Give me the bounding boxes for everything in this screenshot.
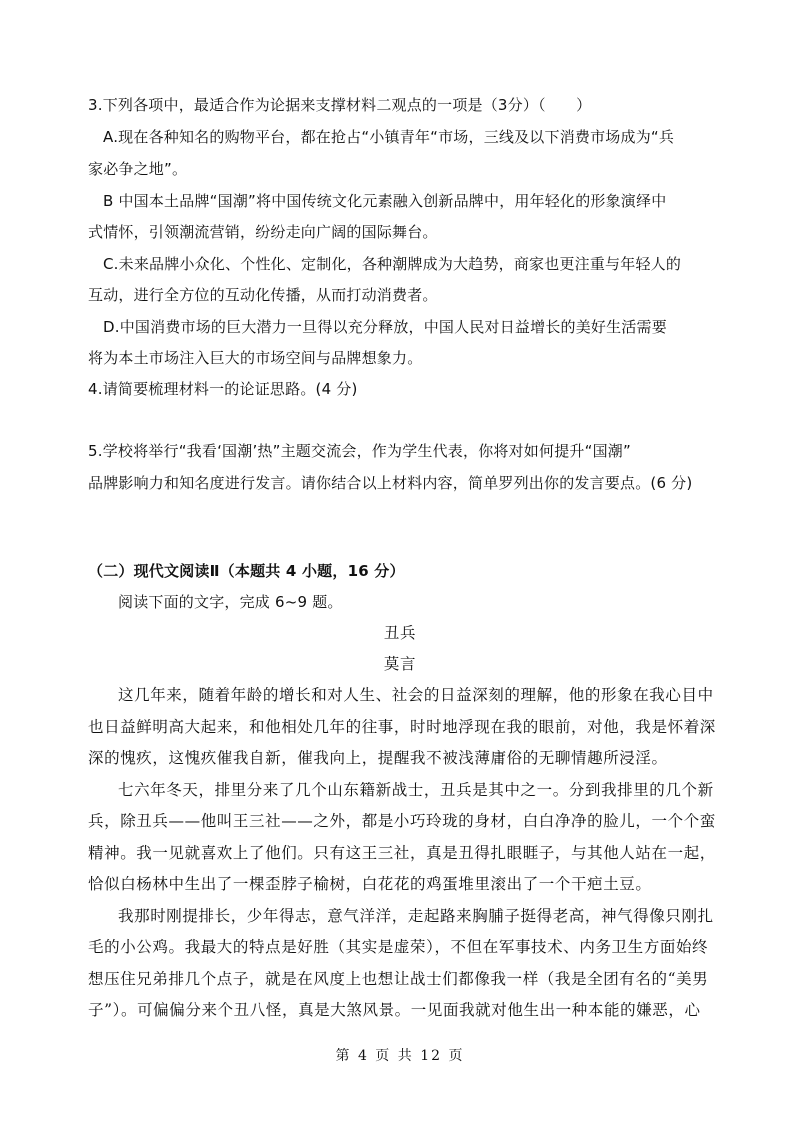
paragraph-3-line-2: 毛的小公鸡。我最大的特点是好胜（其实是虚荣），不但在军事技术、内务卫生方面始终 bbox=[88, 938, 709, 956]
paragraph-3-line-1: 我那时刚提排长，少年得志，意气洋洋，走起路来胸脯子挺得老高，神气得像只刚扎 bbox=[118, 907, 714, 925]
question-5-line-2: 品牌影响力和知名度进行发言。请你结合以上材料内容，简单罗列出你的发言要点。(6 分) bbox=[88, 474, 693, 492]
paragraph-2-line-4: 恰似白杨林中生出了一棵歪脖子榆树，白花花的鸡蛋堆里滚出了一个干疤土豆。 bbox=[88, 875, 652, 893]
question-3-option-a-line-1: A.现在各种知名的购物平台，都在抢占“小镇青年“市场，三线及以下消费市场成为“兵 bbox=[103, 128, 675, 146]
reading-instruction: 阅读下面的文字，完成 6~9 题。 bbox=[118, 593, 343, 611]
question-3-option-d-line-1: D.中国消费市场的巨大潜力一旦得以充分释放，中国人民对日益增长的美好生活需要 bbox=[103, 318, 667, 336]
question-3-option-c-line-2: 互动，进行全方位的互动化传播，从而打动消费者。 bbox=[88, 286, 438, 304]
question-4: 4.请简要梳理材料一的论证思路。(4 分) bbox=[88, 380, 358, 398]
page-number: 第 4 页 共 12 页 bbox=[335, 1048, 465, 1064]
story-author: 莫言 bbox=[383, 655, 417, 673]
question-3-option-d-line-2: 将为本土市场注入巨大的市场空间与品牌想象力。 bbox=[88, 349, 423, 367]
paragraph-1-line-1: 这几年来，随着年龄的增长和对人生、社会的日益深刻的理解，他的形象在我心目中 bbox=[118, 686, 714, 704]
paragraph-1-line-2: 也日益鲜明高大起来，和他相处几年的往事，时时地浮现在我的眼前，对他，我是怀着深 bbox=[88, 718, 716, 736]
question-3-option-b-line-1: B 中国本土品牌“国潮”将中国传统文化元素融入创新品牌中，用年轻化的形象演绎中 bbox=[103, 192, 667, 210]
story-title: 丑兵 bbox=[383, 624, 417, 642]
question-3-stem: 3.下列各项中，最适合作为论据来支撑材料二观点的一项是（3分）（ ） bbox=[88, 96, 592, 114]
paragraph-2-line-2: 兵，除丑兵——他叫王三社——之外，都是小巧玲珑的身材，白白净净的脸儿，一个个蛮 bbox=[88, 812, 716, 830]
question-3-option-c-line-1: C.未来品牌小众化、个性化、定制化，各种潮牌成为大趋势，商家也更注重与年轻人的 bbox=[103, 255, 682, 273]
paragraph-3-line-3: 想压住兄弟排几个点子，就是在风度上也想让战士们都像我一样（我是全团有名的“美男 bbox=[88, 970, 709, 988]
question-5-line-1: 5.学校将举行“我看‘国潮’热”主题交流会，作为学生代表，你将对如何提升“国潮” bbox=[88, 442, 631, 460]
paragraph-1-line-3: 深的愧疚，这愧疚催我自新，催我向上，提醒我不被浅薄庸俗的无聊情趣所浸淫。 bbox=[88, 749, 668, 767]
question-3-option-b-line-2: 式情怀，引领潮流营销，纷纷走向广阔的国际舞台。 bbox=[88, 223, 438, 241]
question-3-option-a-line-2: 家必争之地”。 bbox=[88, 160, 188, 178]
section-heading: （二）现代文阅读Ⅱ（本题共 4 小题，16 分） bbox=[88, 562, 405, 580]
paragraph-2-line-1: 七六年冬天，排里分来了几个山东籍新战士，丑兵是其中之一。分到我排里的几个新 bbox=[118, 781, 714, 799]
paragraph-3-line-4: 子”）。可偏偏分来个丑八怪，真是大煞风景。一见面我就对他生出一种本能的嫌恶，心 bbox=[88, 1001, 701, 1019]
paragraph-2-line-3: 精神。我一见就喜欢上了他们。只有这王三社，真是丑得扎眼睚子，与其他人站在一起， bbox=[88, 844, 716, 862]
